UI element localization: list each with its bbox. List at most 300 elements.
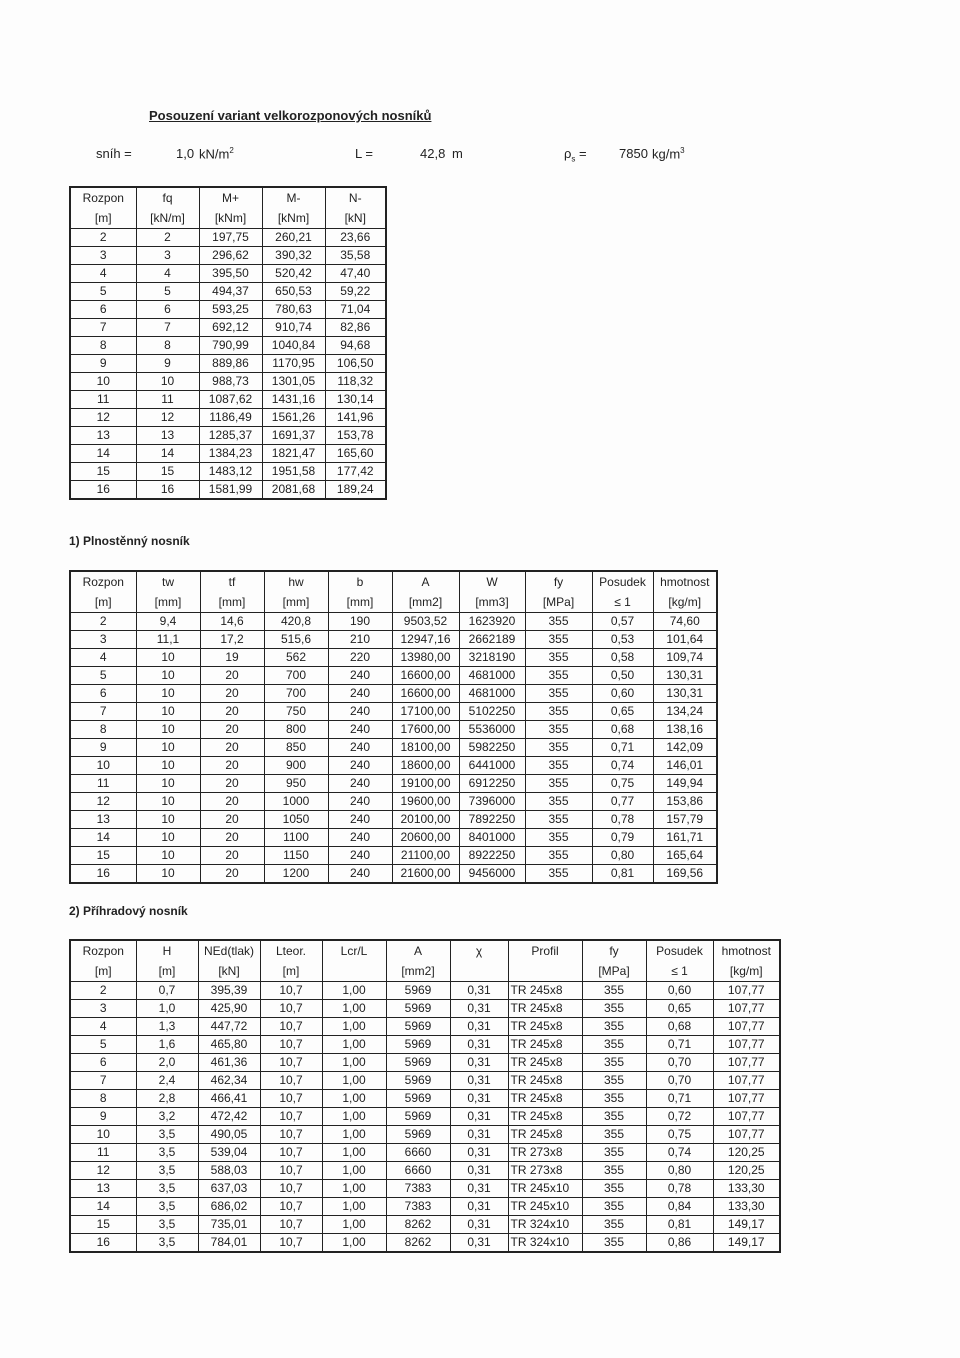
table-cell: 1951,58 (262, 463, 325, 481)
table-cell: 9 (136, 355, 199, 373)
table-row (70, 463, 386, 481)
table-cell: 107,77 (713, 1108, 780, 1126)
table-row (70, 1072, 780, 1090)
table-cell: 10 (136, 829, 200, 847)
table-cell: 0,74 (646, 1144, 713, 1162)
column-header: Rozpon (70, 187, 136, 208)
table-cell: 462,34 (198, 1072, 260, 1090)
table-cell: 9456000 (459, 865, 525, 884)
column-header: ≤ 1 (646, 961, 713, 982)
table-cell: 355 (525, 793, 592, 811)
table-cell: 780,63 (262, 301, 325, 319)
table-cell: 494,37 (199, 283, 262, 301)
table-cell: 0,71 (592, 739, 653, 757)
table-cell: 1,00 (322, 1054, 386, 1072)
table-cell: 133,30 (713, 1198, 780, 1216)
table-cell: 9 (70, 739, 136, 757)
table-cell: 10 (136, 811, 200, 829)
length-label: L = (355, 146, 373, 161)
table-cell: 0,65 (646, 1000, 713, 1018)
column-header: Lcr/L (322, 940, 386, 961)
column-header: A (386, 940, 450, 961)
table-cell: 10 (136, 373, 199, 391)
table-cell: 2,4 (136, 1072, 198, 1090)
table-cell: 107,77 (713, 1000, 780, 1018)
column-header: χ (450, 940, 508, 961)
table-cell: 1623920 (459, 613, 525, 631)
table-cell: 134,24 (653, 703, 717, 721)
table-cell: 118,32 (325, 373, 386, 391)
table-cell: 20 (200, 793, 264, 811)
load-table (69, 186, 387, 500)
table-cell: 10,7 (260, 1126, 322, 1144)
column-header: fy (582, 940, 646, 961)
column-header: [mm] (328, 592, 392, 613)
table-cell: 355 (582, 1108, 646, 1126)
table-cell: 3 (136, 247, 199, 265)
table-cell: 165,64 (653, 847, 717, 865)
table-cell: 1,00 (322, 1036, 386, 1054)
table-row (70, 649, 717, 667)
table-cell: 109,74 (653, 649, 717, 667)
table-cell: 5 (70, 283, 136, 301)
column-header (508, 961, 582, 982)
table-cell: 1561,26 (262, 409, 325, 427)
table-cell: 0,31 (450, 1036, 508, 1054)
table-row (70, 1108, 780, 1126)
column-header: [kN] (325, 208, 386, 229)
table-cell: 10 (136, 703, 200, 721)
column-header: Profil (508, 940, 582, 961)
table-cell: 355 (582, 1072, 646, 1090)
table-cell: 10 (136, 847, 200, 865)
table-cell: 165,60 (325, 445, 386, 463)
solid-beam-table (69, 570, 718, 884)
table-cell: 16 (70, 1234, 136, 1253)
table-cell: 107,77 (713, 1126, 780, 1144)
table-cell: 1,00 (322, 1108, 386, 1126)
table-cell: 130,31 (653, 685, 717, 703)
table-cell: 14 (70, 829, 136, 847)
table-cell: 355 (525, 703, 592, 721)
table-cell: 107,77 (713, 1054, 780, 1072)
table-cell: 15 (70, 847, 136, 865)
table-cell: 5 (70, 1036, 136, 1054)
table-row (70, 391, 386, 409)
table-cell: TR 324x10 (508, 1234, 582, 1253)
table-cell: 4681000 (459, 685, 525, 703)
table-cell: 355 (525, 865, 592, 884)
table-cell: TR 245x10 (508, 1198, 582, 1216)
table-cell: 15 (136, 463, 199, 481)
table-row (70, 631, 717, 649)
table-cell: 10,7 (260, 1018, 322, 1036)
table-cell: 9 (70, 355, 136, 373)
table-cell: 20 (200, 703, 264, 721)
table-cell: 6 (136, 301, 199, 319)
table-cell: 10 (136, 667, 200, 685)
table-cell: 1301,05 (262, 373, 325, 391)
table-cell: 10 (136, 739, 200, 757)
table-cell: 11 (136, 391, 199, 409)
table-cell: 10 (136, 649, 200, 667)
table-cell: 0,84 (646, 1198, 713, 1216)
table-row (70, 1180, 780, 1198)
table-cell: 10,7 (260, 1090, 322, 1108)
table-cell: 1384,23 (199, 445, 262, 463)
table-cell: 10 (136, 775, 200, 793)
table-cell: 10,7 (260, 1036, 322, 1054)
table-row (70, 739, 717, 757)
table-cell: 425,90 (198, 1000, 260, 1018)
snow-unit (199, 146, 234, 161)
table-cell: 355 (525, 613, 592, 631)
table-cell: 6 (70, 685, 136, 703)
table-cell: 5969 (386, 1108, 450, 1126)
table-cell: 0,31 (450, 1054, 508, 1072)
table-cell: 0,74 (592, 757, 653, 775)
table-cell: 355 (582, 1144, 646, 1162)
table-cell: 240 (328, 757, 392, 775)
table-cell: 107,77 (713, 1072, 780, 1090)
table-cell: 10 (136, 865, 200, 884)
table-cell: 1,00 (322, 982, 386, 1000)
table-cell: 10,7 (260, 1180, 322, 1198)
table-cell: 2662189 (459, 631, 525, 649)
solid-beam-table-header (70, 571, 717, 613)
table-cell: 7396000 (459, 793, 525, 811)
table-cell: 296,62 (199, 247, 262, 265)
table-row (70, 409, 386, 427)
table-cell: 355 (582, 1216, 646, 1234)
table-cell: 0,70 (646, 1054, 713, 1072)
column-header: [MPa] (525, 592, 592, 613)
table-cell: 3,5 (136, 1198, 198, 1216)
load-table-header (70, 187, 386, 229)
table-cell: 13 (70, 427, 136, 445)
table-cell: 153,78 (325, 427, 386, 445)
load-table-body (70, 229, 386, 500)
column-header: [mm] (136, 592, 200, 613)
table-cell: TR 324x10 (508, 1216, 582, 1234)
table-cell: TR 273x8 (508, 1144, 582, 1162)
table-cell: 3,5 (136, 1144, 198, 1162)
table-cell: 10,7 (260, 1162, 322, 1180)
table-cell: 17100,00 (392, 703, 459, 721)
table-row (70, 427, 386, 445)
table-cell: 8922250 (459, 847, 525, 865)
column-header: Rozpon (70, 940, 136, 961)
table-cell: 0,77 (592, 793, 653, 811)
table-cell: 10,7 (260, 982, 322, 1000)
table-cell: 10,7 (260, 1216, 322, 1234)
table-row (70, 265, 386, 283)
table-cell: 700 (264, 667, 328, 685)
column-header: tf (200, 571, 264, 592)
table-cell: 420,8 (264, 613, 328, 631)
table-cell: 0,53 (592, 631, 653, 649)
table-cell: 161,71 (653, 829, 717, 847)
table-cell: 2081,68 (262, 481, 325, 500)
table-cell: 59,22 (325, 283, 386, 301)
table-cell: 0,60 (592, 685, 653, 703)
table-cell: 0,75 (592, 775, 653, 793)
section-2-heading: 2) Příhradový nosník (69, 904, 188, 918)
table-cell: 355 (525, 667, 592, 685)
table-cell: TR 245x10 (508, 1180, 582, 1198)
table-cell: 0,31 (450, 1018, 508, 1036)
table-cell: 0,81 (646, 1216, 713, 1234)
column-header: [mm] (200, 592, 264, 613)
table-row (70, 667, 717, 685)
table-cell: 784,01 (198, 1234, 260, 1253)
table-cell: 13980,00 (392, 649, 459, 667)
table-cell: 1000 (264, 793, 328, 811)
table-cell: 355 (525, 829, 592, 847)
table-cell: 650,53 (262, 283, 325, 301)
table-cell: 1,00 (322, 1180, 386, 1198)
table-cell: 7 (136, 319, 199, 337)
table-cell: 10,7 (260, 1198, 322, 1216)
density-subscript: s (571, 154, 576, 164)
table-cell: 82,86 (325, 319, 386, 337)
table-cell: 0,70 (646, 1072, 713, 1090)
table-cell: 6660 (386, 1144, 450, 1162)
table-cell: 1200 (264, 865, 328, 884)
table-cell: 17,2 (200, 631, 264, 649)
table-cell: 9,4 (136, 613, 200, 631)
table-cell: 20 (200, 739, 264, 757)
table-cell: 1,0 (136, 1000, 198, 1018)
table-cell: 950 (264, 775, 328, 793)
table-cell: 19 (200, 649, 264, 667)
table-cell: 101,64 (653, 631, 717, 649)
table-cell: 2 (70, 229, 136, 247)
table-cell: 3,2 (136, 1108, 198, 1126)
table-cell: 138,16 (653, 721, 717, 739)
table-cell: 355 (582, 1234, 646, 1253)
table-cell: 10 (136, 757, 200, 775)
column-header: [m] (260, 961, 322, 982)
table-cell: 21600,00 (392, 865, 459, 884)
table-cell: 13 (70, 1180, 136, 1198)
table-cell: 4 (136, 265, 199, 283)
column-header: N- (325, 187, 386, 208)
table-cell: 149,17 (713, 1216, 780, 1234)
column-header: hw (264, 571, 328, 592)
header-row (70, 940, 780, 961)
header-row (70, 208, 386, 229)
table-row (70, 1090, 780, 1108)
parameters-line (0, 146, 960, 168)
table-cell: 8 (136, 337, 199, 355)
table-row (70, 1216, 780, 1234)
table-cell: 106,50 (325, 355, 386, 373)
table-cell: 20 (200, 847, 264, 865)
table-cell: 153,86 (653, 793, 717, 811)
column-header: [m] (70, 592, 136, 613)
density-label (564, 146, 587, 164)
table-cell: 6 (70, 1054, 136, 1072)
table-cell: 16600,00 (392, 685, 459, 703)
column-header: hmotnost (713, 940, 780, 961)
table-cell: 355 (525, 811, 592, 829)
table-cell: 240 (328, 739, 392, 757)
header-row (70, 961, 780, 982)
table-row (70, 613, 717, 631)
column-header: [kNm] (262, 208, 325, 229)
column-header: [kg/m] (713, 961, 780, 982)
table-cell: 1,00 (322, 1072, 386, 1090)
table-row (70, 1234, 780, 1253)
table-cell: 12947,16 (392, 631, 459, 649)
density-unit-text: kg/m (652, 146, 681, 162)
table-cell: 1285,37 (199, 427, 262, 445)
table-cell: 1087,62 (199, 391, 262, 409)
table-row (70, 1126, 780, 1144)
table-cell: 11,1 (136, 631, 200, 649)
table-cell: 10,7 (260, 1108, 322, 1126)
column-header: H (136, 940, 198, 961)
table-cell: 9503,52 (392, 613, 459, 631)
table-cell: 355 (525, 649, 592, 667)
table-cell: 169,56 (653, 865, 717, 884)
table-cell: 0,60 (646, 982, 713, 1000)
table-cell: 7 (70, 703, 136, 721)
column-header: [MPa] (582, 961, 646, 982)
table-cell: 0,75 (646, 1126, 713, 1144)
table-cell: 20 (200, 865, 264, 884)
table-cell: 18100,00 (392, 739, 459, 757)
table-cell: 355 (582, 1036, 646, 1054)
table-cell: 0,31 (450, 1072, 508, 1090)
table-cell: 355 (582, 1198, 646, 1216)
table-cell: 1186,49 (199, 409, 262, 427)
table-cell: 735,01 (198, 1216, 260, 1234)
table-cell: 21100,00 (392, 847, 459, 865)
table-row (70, 982, 780, 1000)
column-header: [kN] (198, 961, 260, 982)
table-cell: 8262 (386, 1234, 450, 1253)
table-cell: 355 (582, 1180, 646, 1198)
table-cell: 0,31 (450, 1144, 508, 1162)
table-row (70, 1018, 780, 1036)
table-cell: 157,79 (653, 811, 717, 829)
column-header: [m] (136, 961, 198, 982)
table-cell: 1,00 (322, 1090, 386, 1108)
table-cell: 13 (70, 811, 136, 829)
table-cell: 5 (136, 283, 199, 301)
table-cell: 20600,00 (392, 829, 459, 847)
column-header: [mm] (264, 592, 328, 613)
table-cell: 7 (70, 319, 136, 337)
table-cell: 1100 (264, 829, 328, 847)
table-cell: 260,21 (262, 229, 325, 247)
table-cell: TR 245x8 (508, 1018, 582, 1036)
table-cell: 2,8 (136, 1090, 198, 1108)
table-cell: 19100,00 (392, 775, 459, 793)
table-row (70, 685, 717, 703)
table-cell: 10 (70, 757, 136, 775)
table-cell: 1150 (264, 847, 328, 865)
table-cell: 220 (328, 649, 392, 667)
table-cell: 240 (328, 793, 392, 811)
table-cell: 1483,12 (199, 463, 262, 481)
table-cell: 0,78 (592, 811, 653, 829)
table-cell: 466,41 (198, 1090, 260, 1108)
column-header: Posudek (646, 940, 713, 961)
table-cell: 0,68 (592, 721, 653, 739)
table-cell: 988,73 (199, 373, 262, 391)
table-cell: 146,01 (653, 757, 717, 775)
table-cell: 355 (525, 757, 592, 775)
table-cell: 1,00 (322, 1234, 386, 1253)
table-cell: 1170,95 (262, 355, 325, 373)
table-cell: 1,00 (322, 1144, 386, 1162)
table-cell: 15 (70, 1216, 136, 1234)
table-cell: 593,25 (199, 301, 262, 319)
table-cell: 637,03 (198, 1180, 260, 1198)
table-cell: 14,6 (200, 613, 264, 631)
table-cell: 240 (328, 685, 392, 703)
table-cell: 5969 (386, 1126, 450, 1144)
table-row (70, 1000, 780, 1018)
table-cell: 355 (582, 1054, 646, 1072)
table-row (70, 1054, 780, 1072)
column-header: [mm2] (386, 961, 450, 982)
density-symbol: ρ (564, 146, 572, 161)
column-header: b (328, 571, 392, 592)
table-cell: 3,5 (136, 1234, 198, 1253)
table-cell: 14 (70, 445, 136, 463)
density-value: 7850 (619, 146, 648, 161)
column-header: ≤ 1 (592, 592, 653, 613)
table-cell: 465,80 (198, 1036, 260, 1054)
table-cell: 240 (328, 829, 392, 847)
table-cell: 355 (582, 1162, 646, 1180)
table-cell: 142,09 (653, 739, 717, 757)
table-row (70, 757, 717, 775)
table-cell: 0,7 (136, 982, 198, 1000)
table-row (70, 283, 386, 301)
column-header: [mm2] (392, 592, 459, 613)
table-cell: 0,31 (450, 1090, 508, 1108)
table-cell: 0,80 (646, 1162, 713, 1180)
table-cell: 1050 (264, 811, 328, 829)
table-cell: 1,6 (136, 1036, 198, 1054)
table-cell: 3 (70, 1000, 136, 1018)
table-cell: 20 (200, 667, 264, 685)
table-cell: 6 (70, 301, 136, 319)
column-header: [kN/m] (136, 208, 199, 229)
table-cell: 7383 (386, 1180, 450, 1198)
table-row (70, 229, 386, 247)
snow-unit-text: kN/m (199, 146, 230, 162)
table-row (70, 847, 717, 865)
table-cell: 900 (264, 757, 328, 775)
column-header: [m] (70, 961, 136, 982)
column-header: NEd(tlak) (198, 940, 260, 961)
table-row (70, 337, 386, 355)
table-cell: 0,57 (592, 613, 653, 631)
column-header: Rozpon (70, 571, 136, 592)
table-cell: 5982250 (459, 739, 525, 757)
column-header: W (459, 571, 525, 592)
table-cell: 355 (525, 685, 592, 703)
table-cell: 0,80 (592, 847, 653, 865)
table-cell: 790,99 (199, 337, 262, 355)
table-cell: 177,42 (325, 463, 386, 481)
